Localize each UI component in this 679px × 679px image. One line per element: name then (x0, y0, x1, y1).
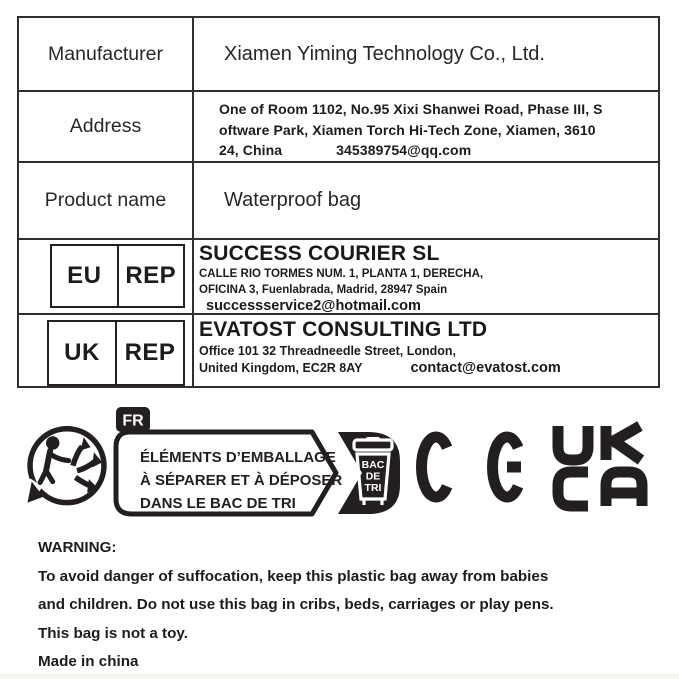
uk-badge-left: UK (49, 322, 117, 384)
address-label: Address (19, 92, 194, 161)
address-line-1: One of Room 1102, No.95 Xixi Shanwei Road, Phase III, S (219, 101, 603, 117)
fr-sorting-banner (106, 406, 404, 518)
uk-rep-company: EVATOST CONSULTING LTD (199, 318, 488, 341)
sorting-text-line-3: DANS LE BAC DE TRI (140, 495, 296, 512)
warning-line-3: This bag is not a toy. (38, 624, 188, 642)
uk-rep-email: contact@evatost.com (410, 360, 561, 376)
bottom-edge-shade (0, 674, 679, 679)
eu-rep-address-2: OFICINA 3, Fuenlabrada, Madrid, 28947 Spain (199, 283, 448, 296)
uk-rep-badge-cell (19, 315, 194, 386)
eu-rep-email: successservice2@hotmail.com (206, 298, 421, 313)
warning-block (38, 534, 663, 677)
uk-rep-address-2: United Kingdom, EC2R 8AY (199, 361, 363, 375)
uk-rep-badge (47, 320, 185, 386)
bin-text-line-2: DE (365, 470, 381, 483)
address-line-3 (219, 140, 603, 161)
sorting-text-line-1: ÉLÉMENTS D’EMBALLAGE (140, 449, 336, 466)
eu-badge-right: REP (125, 262, 177, 289)
uk-rep-row (19, 313, 658, 386)
uk-rep-address-1: Office 101 32 Threadneedle Street, London, (199, 344, 457, 358)
triman-recycling-icon (25, 422, 109, 506)
eu-rep-address-1: CALLE RIO TORMES NUM. 1, PLANTA 1, DERECHA, (199, 268, 484, 280)
product-name-row (19, 161, 658, 238)
address-country: 24, China (219, 142, 283, 158)
made-in-line: Made in china (38, 653, 139, 671)
product-name-value: Waterproof bag (224, 189, 362, 211)
ukca-mark-icon (550, 419, 650, 513)
manufacturer-email: 345389754@qq.com (336, 142, 472, 158)
eu-badge-left: EU (52, 246, 119, 306)
eu-rep-details (194, 240, 658, 313)
product-name-label: Product name (19, 163, 194, 238)
warning-line-1: To avoid danger of suffocation, keep this plastic bag away from babies (38, 567, 549, 585)
eu-rep-badge-cell (19, 240, 194, 313)
fr-tab-label: FR (122, 412, 144, 430)
uk-rep-details (194, 315, 658, 386)
bin-text-line-3: TRI (364, 482, 382, 494)
warning-title: WARNING: (38, 539, 117, 556)
manufacturer-value: Xiamen Yiming Technology Co., Ltd. (224, 42, 545, 65)
address-value (194, 92, 603, 161)
eu-rep-company: SUCCESS COURIER SL (199, 242, 440, 265)
manufacturer-label: Manufacturer (19, 18, 194, 90)
uk-rep-address-2-row (199, 360, 658, 377)
eu-rep-badge (50, 244, 185, 308)
sorting-text-line-2: À SÉPARER ET À DÉPOSER (140, 472, 343, 489)
product-info-table (17, 16, 660, 388)
eu-rep-row (19, 238, 658, 313)
address-row (19, 90, 658, 161)
bin-text-line-1: BAC (361, 459, 385, 471)
manufacturer-row (19, 18, 658, 90)
uk-badge-right: REP (124, 339, 176, 366)
warning-line-2: and children. Do not use this bag in cribs, beds, carriages or play pens. (38, 596, 554, 614)
address-line-2: oftware Park, Xiamen Torch Hi-Tech Zone, Xiamen, 3610 (219, 121, 596, 138)
ce-mark-icon (416, 431, 528, 503)
